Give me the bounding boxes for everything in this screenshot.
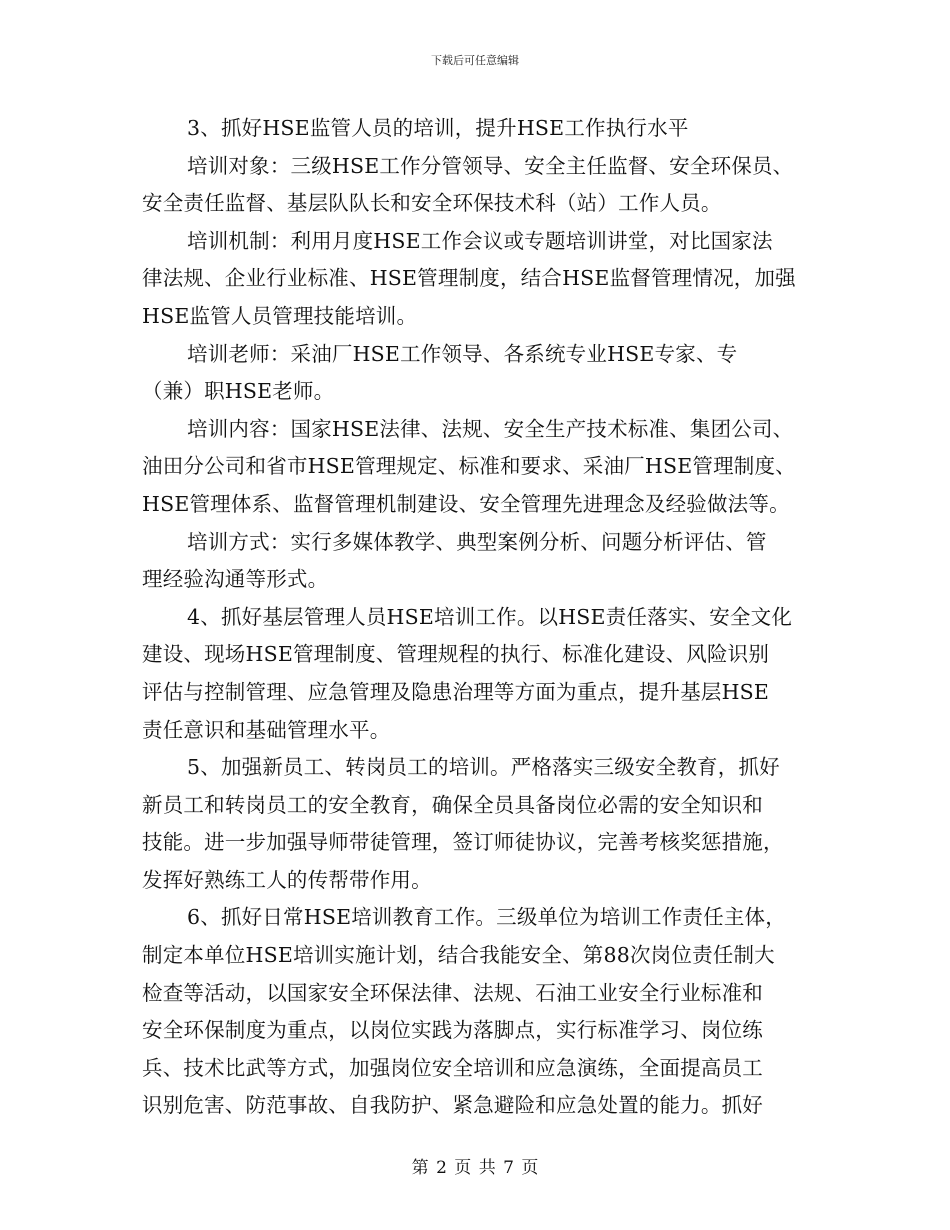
document-body	[142, 110, 812, 1125]
text-line: 发挥好熟练工人的传帮带作用。	[142, 867, 432, 892]
text-line: 安全环保制度为重点，以岗位实践为落脚点，实行标准学习、岗位练	[142, 1018, 763, 1043]
section-6-paragraph	[142, 899, 812, 1125]
text-line: 培训对象：三级HSE工作分管领导、安全主任监督、安全环保员、	[187, 153, 794, 178]
text-line: 培训方式：实行多媒体教学、典型案例分析、问题分析评估、管	[187, 529, 767, 554]
text-line: 4、抓好基层管理人员HSE培训工作。以HSE责任落实、安全文化	[187, 604, 793, 629]
text-line: 制定本单位HSE培训实施计划，结合我能安全、第88次岗位责任制大	[142, 943, 775, 968]
training-target-paragraph	[142, 148, 812, 223]
text-line: 6、抓好日常HSE培训教育工作。三级单位为培训工作责任主体，	[187, 905, 786, 930]
training-content-paragraph	[142, 411, 812, 524]
section-3-heading	[142, 110, 812, 148]
training-method-paragraph	[142, 524, 812, 599]
text-line: 培训老师：采油厂HSE工作领导、各系统专业HSE专家、专	[187, 341, 738, 366]
text-line: （兼）职HSE老师。	[142, 379, 335, 404]
text-line: 兵、技术比武等方式，加强岗位安全培训和应急演练，全面提高员工	[142, 1055, 763, 1080]
text-line: 理经验沟通等形式。	[142, 567, 329, 592]
text-line: 建设、现场HSE管理制度、管理规程的执行、标准化建设、风险识别	[142, 642, 770, 667]
text-line: 3、抓好HSE监管人员的培训，提升HSE工作执行水平	[187, 116, 689, 140]
training-mechanism-paragraph	[142, 223, 812, 336]
text-line: 油田分公司和省市HSE管理规定、标准和要求、采油厂HSE管理制度、	[142, 454, 796, 479]
text-line: 识别危害、防范事故、自我防护、紧急避险和应急处置的能力。抓好	[142, 1093, 763, 1118]
text-line: HSE监管人员管理技能培训。	[142, 303, 418, 328]
training-teacher-paragraph	[142, 336, 812, 411]
text-line: 培训内容：国家HSE法律、法规、安全生产技术标准、集团公司、	[187, 416, 794, 441]
page-number-footer: 第 2 页 共 7 页	[411, 1158, 539, 1178]
text-line: 技能。进一步加强导师带徒管理，签订师徒协议，完善考核奖惩措施，	[142, 830, 784, 855]
text-line: 评估与控制管理、应急管理及隐患治理等方面为重点，提升基层HSE	[142, 679, 770, 704]
text-line: 新员工和转岗员工的安全教育，确保全员具备岗位必需的安全知识和	[142, 792, 763, 817]
text-line: 安全责任监督、基层队队长和安全环保技术科（站）工作人员。	[142, 191, 722, 216]
page-header: 下载后可任意编辑	[431, 54, 519, 67]
text-line: 责任意识和基础管理水平。	[142, 717, 391, 742]
text-line: 培训机制：利用月度HSE工作会议或专题培训讲堂，对比国家法	[187, 228, 773, 253]
section-5-paragraph	[142, 749, 812, 899]
text-line: 律法规、企业行业标准、HSE管理制度，结合HSE监督管理情况，加强	[142, 266, 796, 291]
section-4-paragraph	[142, 599, 812, 749]
text-line: 5、加强新员工、转岗员工的培训。严格落实三级安全教育，抓好	[187, 755, 780, 780]
text-line: HSE管理体系、监督管理机制建设、安全管理先进理念及经验做法等。	[142, 491, 790, 516]
text-line: 检查等活动，以国家安全环保法律、法规、石油工业安全行业标准和	[142, 980, 763, 1005]
